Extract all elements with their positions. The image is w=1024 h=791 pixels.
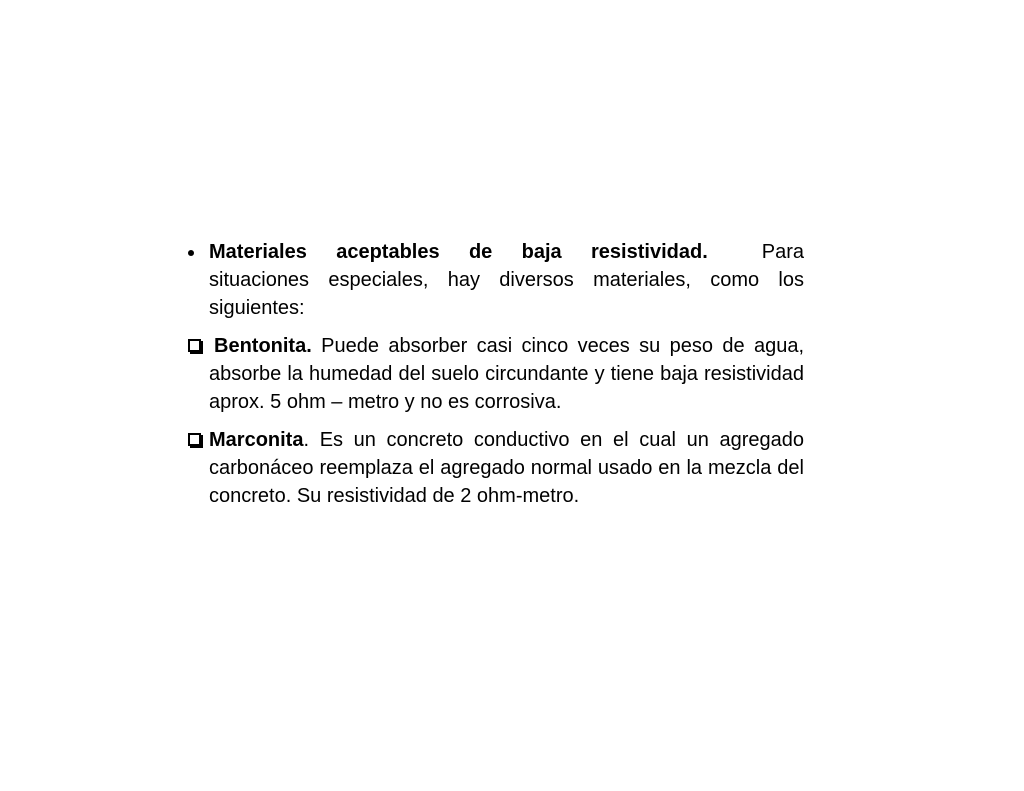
list-item: [184, 238, 804, 322]
item-title: Materiales aceptables de baja resistividad.: [209, 241, 708, 263]
item-title: Marconita: [209, 429, 304, 451]
item-text: Para situaciones especiales, hay diversos materiales, como los siguientes:: [209, 241, 804, 319]
item-title: Bentonita.: [214, 335, 312, 357]
checkbox-icon: [184, 426, 206, 454]
item-text: Es un concreto conductivo en el cual un agregado carbonáceo reemplaza el agregado normal usado en la mezcla del concreto. Su resistividad de 2 ohm-metro.: [209, 429, 805, 507]
item-text: Puede absorber casi cinco veces su peso de agua, absorbe la humedad del suelo circundante y tiene baja resistividad aprox. 5 ohm – metro y no es corrosiva.: [209, 335, 804, 413]
checkbox-icon: [184, 332, 206, 360]
bullet-icon: [184, 238, 206, 266]
item-title-suffix: .: [303, 429, 310, 451]
list-item: [184, 426, 804, 510]
bullet-list: [184, 238, 804, 520]
list-item: [184, 332, 804, 416]
